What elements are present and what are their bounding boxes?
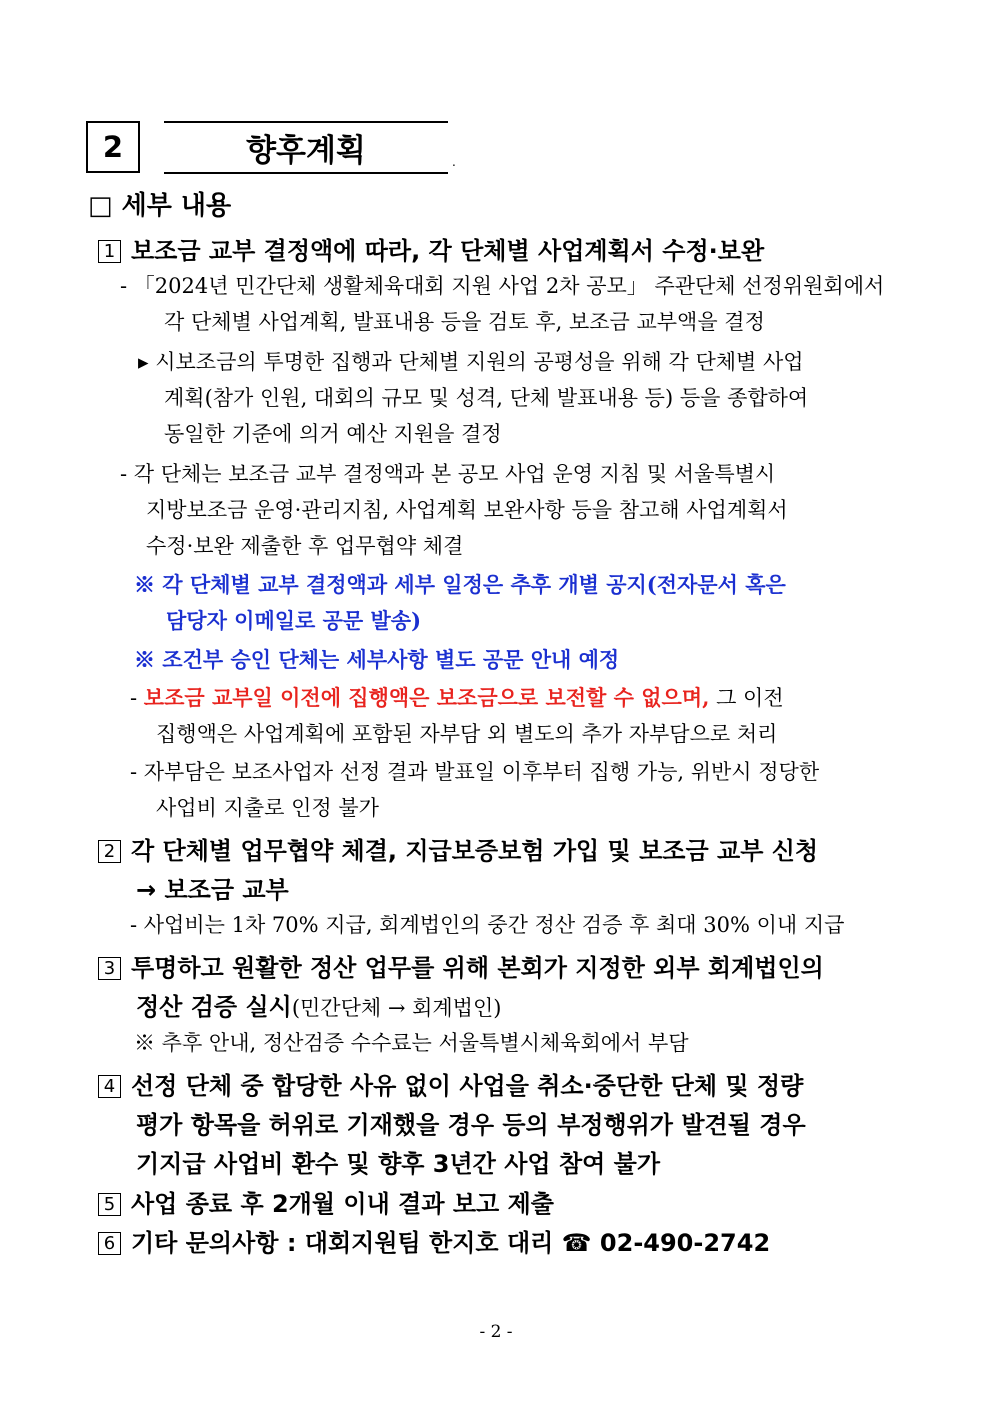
section-title: 향후계획 bbox=[246, 132, 366, 169]
item-2 bbox=[98, 831, 818, 866]
notice-line-1: ※ 각 단체별 교부 결정액과 세부 일정은 추후 개별 공지(전자문서 혹은 bbox=[134, 572, 786, 597]
item-5-number-box: 5 bbox=[98, 1193, 121, 1216]
item-1-number-box: 1 bbox=[98, 240, 121, 263]
notice-line-2: 담당자 이메일로 공문 발송) bbox=[166, 608, 422, 633]
item-4 bbox=[98, 1066, 803, 1101]
item-1-title: 보조금 교부 결정액에 따라, 각 단체별 사업계획서 수정·보완 bbox=[131, 237, 765, 265]
item-3-number-box: 3 bbox=[98, 957, 121, 980]
detail-line-1: - 「2024년 민간단체 생활체육대회 지원 사업 2차 공모」 주관단체 선정위원회에서 bbox=[120, 274, 885, 298]
detail-line-5: 동일한 기준에 의거 예산 지원을 결정 bbox=[164, 422, 502, 446]
payment-detail: - 사업비는 1차 70% 지급, 회계법인의 중간 정산 검증 후 최대 30% 이내 지급 bbox=[130, 913, 845, 937]
item-3-bold-text: 정산 검증 실시 bbox=[136, 993, 292, 1021]
item-6-number-box: 6 bbox=[98, 1232, 121, 1255]
detail-line-8: 수정·보완 제출한 후 업무협약 체결 bbox=[146, 534, 464, 558]
item-4-title-line-1: 선정 단체 중 합당한 사유 없이 사업을 취소·중단한 단체 및 정량 bbox=[131, 1072, 804, 1100]
item-3 bbox=[98, 948, 824, 983]
warning-rest-text: 그 이전 bbox=[709, 686, 784, 710]
item-2-number-box: 2 bbox=[98, 840, 121, 863]
item-1 bbox=[98, 231, 764, 266]
item-3-title-line-2 bbox=[136, 987, 501, 1022]
item-5 bbox=[98, 1184, 554, 1219]
detail-line-6: - 각 단체는 보조금 교부 결정액과 본 공모 사업 운영 지침 및 서울특별시 bbox=[120, 462, 776, 486]
item-4-title-line-3: 기지급 사업비 환수 및 향후 3년간 사업 참여 불가 bbox=[136, 1150, 661, 1178]
item-6-title: 기타 문의사항 : 대회지원팀 한지호 대리 ☎ 02-490-2742 bbox=[131, 1229, 771, 1257]
title-top-rule bbox=[164, 121, 448, 123]
warning-line-2: 집행액은 사업계획에 포함된 자부담 외 별도의 추가 자부담으로 처리 bbox=[156, 722, 778, 746]
detail-line-4: 계획(참가 인원, 대회의 규모 및 성격, 단체 발표내용 등) 등을 종합하여 bbox=[164, 386, 809, 410]
title-trailing-mark: . bbox=[452, 155, 456, 169]
item-3-title-line-1: 투명하고 원활한 정산 업무를 위해 본회가 지정한 외부 회계법인의 bbox=[131, 954, 824, 982]
title-bottom-rule bbox=[164, 172, 448, 174]
detail-line-2: 각 단체별 사업계획, 발표내용 등을 검토 후, 보조금 교부액을 결정 bbox=[164, 310, 765, 334]
settlement-note: ※ 추후 안내, 정산검증 수수료는 서울특별시체육회에서 부담 bbox=[134, 1031, 689, 1055]
notice-line-3: ※ 조건부 승인 단체는 세부사항 별도 공문 안내 예정 bbox=[134, 647, 620, 672]
self-burden-line-2: 사업비 지출로 인정 불가 bbox=[156, 796, 379, 820]
warning-red-text: 보조금 교부일 이전에 집행액은 보조금으로 보전할 수 없으며, bbox=[143, 685, 710, 710]
section-number-box: 2 bbox=[86, 121, 140, 173]
item-2-title-line-2: → 보조금 교부 bbox=[136, 876, 289, 904]
item-6 bbox=[98, 1223, 770, 1258]
item-3-paren-text: (민간단체 → 회계법인) bbox=[291, 996, 502, 1020]
page-number: - 2 - bbox=[479, 1322, 513, 1342]
warning-line-1 bbox=[130, 682, 784, 712]
item-4-title-line-2: 평가 항목을 허위로 기재했을 경우 등의 부정행위가 발견될 경우 bbox=[136, 1111, 806, 1139]
warning-dash: - bbox=[130, 686, 144, 710]
detail-line-7: 지방보조금 운영·관리지침, 사업계획 보완사항 등을 참고해 사업계획서 bbox=[146, 498, 788, 522]
item-5-title: 사업 종료 후 2개월 이내 결과 보고 제출 bbox=[131, 1190, 554, 1218]
detail-line-3: ▸ 시보조금의 투명한 집행과 단체별 지원의 공평성을 위해 각 단체별 사업 bbox=[138, 350, 804, 374]
subheading: □ 세부 내용 bbox=[88, 191, 232, 221]
item-2-title-line-1: 각 단체별 업무협약 체결, 지급보증보험 가입 및 보조금 교부 신청 bbox=[131, 837, 819, 865]
self-burden-line-1: - 자부담은 보조사업자 선정 결과 발표일 이후부터 집행 가능, 위반시 정당한 bbox=[130, 760, 820, 784]
item-4-number-box: 4 bbox=[98, 1075, 121, 1098]
